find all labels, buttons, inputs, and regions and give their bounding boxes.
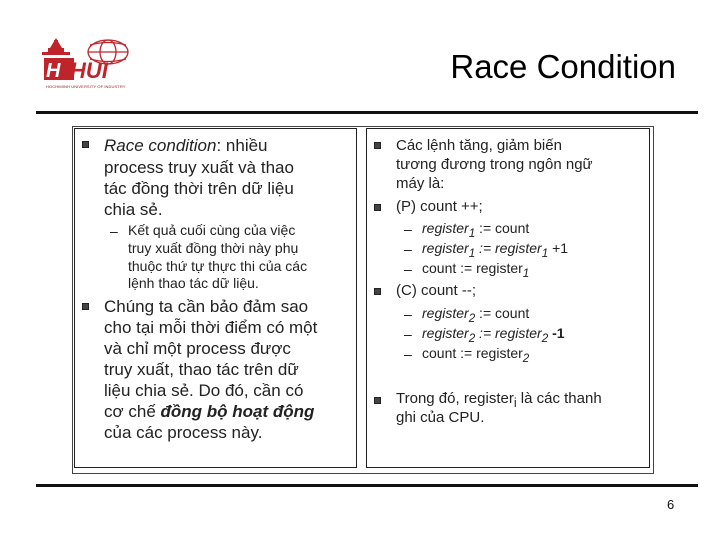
right-p-step-2: register$_1$ := register$_1$ +1 <box>422 240 569 260</box>
bullet-icon <box>374 204 381 211</box>
right-bullet-1-line-1: Các lệnh tăng, giảm biến <box>396 137 562 154</box>
left-bullet-2-line-5: liệu chia sẻ. Do đó, cần có <box>104 381 304 400</box>
dash-icon: – <box>404 261 412 277</box>
bottom-divider <box>36 484 698 487</box>
bullet-icon <box>374 397 381 404</box>
bullet-icon <box>82 303 89 310</box>
left-bullet-2-line-4: truy xuất, thao tác trên dữ <box>104 360 299 379</box>
right-bullet-4-line-1: Trong đó, register$_i$ là các thanh <box>396 390 602 410</box>
right-bullet-1-line-3: máy là: <box>396 175 445 192</box>
left-bullet-1-line-2: process truy xuất và thao <box>104 158 294 177</box>
page-number: 6 <box>667 497 675 512</box>
right-bullet-1-line-2: tương đương trong ngôn ngữ <box>396 156 593 173</box>
dash-icon: – <box>404 241 412 257</box>
right-c-step-2: register$_2$ := register$_2$ -1 <box>422 325 565 345</box>
right-bullet-4-line-2: ghi của CPU. <box>396 409 485 426</box>
logo-subtext: HOCHIMINH UNIVERSITY OF INDUSTRY <box>46 84 126 89</box>
right-p-line: (P) count ++; <box>396 198 483 215</box>
dash-icon: – <box>110 223 118 239</box>
dash-icon: – <box>404 306 412 322</box>
bullet-icon <box>374 288 381 295</box>
top-divider <box>36 111 698 114</box>
logo-text: HUI <box>70 58 108 83</box>
left-sub-line-3: thuộc thứ tự thực thi của các <box>128 258 308 274</box>
left-bullet-1-line-3: tác đồng thời trên dữ liệu <box>104 179 294 198</box>
dash-icon: – <box>404 346 412 362</box>
left-bullet-1-line-1: Race condition: nhiều <box>104 136 268 155</box>
left-bullet-2-line-6: cơ chế đồng bộ hoạt động <box>104 402 315 421</box>
right-c-step-3: count := register$_2$ <box>422 345 530 365</box>
dash-icon: – <box>404 326 412 342</box>
svg-text:H: H <box>46 60 61 82</box>
slide-title: Race Condition <box>450 48 676 85</box>
left-bullet-2-line-1: Chúng ta cần bảo đảm sao <box>104 297 309 316</box>
left-bullet-1-line-4: chia sẻ. <box>104 200 163 219</box>
left-bullet-2-line-7: của các process này. <box>104 423 263 442</box>
left-sub-line-1: Kết quả cuối cùng của việc <box>128 222 296 238</box>
hui-logo <box>36 30 146 92</box>
right-c-step-1: register$_2$ := count <box>422 305 530 325</box>
right-c-line: (C) count --; <box>396 282 477 299</box>
right-p-step-1: register$_1$ := count <box>422 220 530 240</box>
left-bullet-2-line-3: và chỉ một process được <box>104 339 291 358</box>
right-p-step-3: count := register$_1$ <box>422 260 530 280</box>
left-sub-line-4: lệnh thao tác dữ liệu. <box>128 275 259 291</box>
bullet-icon <box>82 141 89 148</box>
bullet-icon <box>374 142 381 149</box>
left-sub-line-2: truy xuất đồng thời này phụ <box>128 240 299 256</box>
left-bullet-2-line-2: cho tại mỗi thời điểm có một <box>104 318 318 337</box>
dash-icon: – <box>404 221 412 237</box>
